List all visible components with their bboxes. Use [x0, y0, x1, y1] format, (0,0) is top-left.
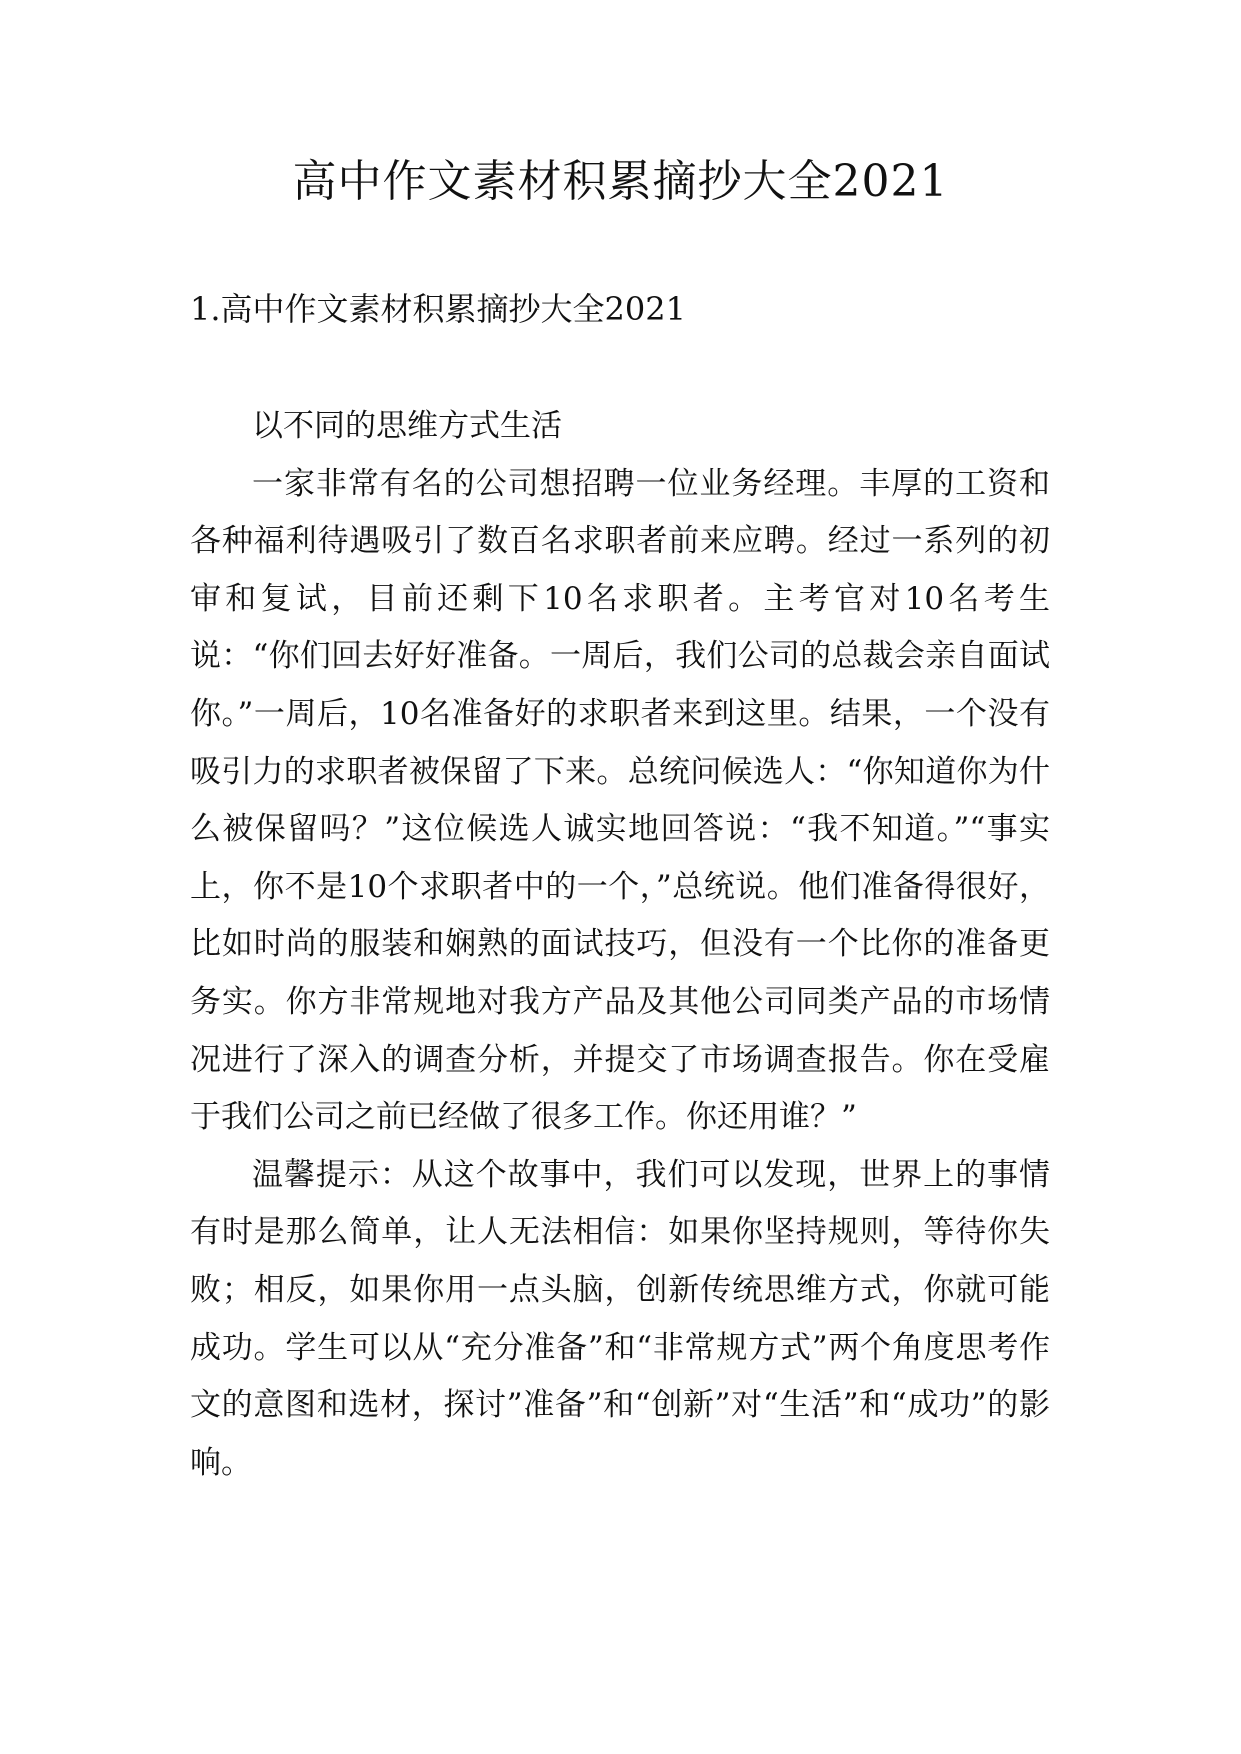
article-title: 以不同的思维方式生活	[252, 408, 562, 444]
document-body	[190, 398, 1050, 1492]
section-heading: 1.高中作文素材积累摘抄大全2021	[190, 290, 686, 328]
document-title: 高中作文素材积累摘抄大全2021	[292, 156, 949, 207]
story-paragraph: 一家非常有名的公司想招聘一位业务经理。丰厚的工资和各种福利待遇吸引了数百名求职者前来应聘。经过一系列的初审和复试，目前还剩下10名求职者。主考官对10名考生说：“你们回去好好准备。一周后，我们公司的总裁会亲自面试你。”一周后，10名准备好的求职者来到这里。结果，一个没有吸引力的求职者被保留了下来。总统问候选人：“你知道你为什么被保留吗？”这位候选人诚实地回答说：“我不知道。”“事实上，你不是10个求职者中的一个，”总统说。他们准备得很好，比如时尚的服装和娴熟的面试技巧，但没有一个比你的准备更务实。你方非常规地对我方产品及其他公司同类产品的市场情况进行了深入的调查分析，并提交了市场调查报告。你在受雇于我们公司之前已经做了很多工作。你还用谁？”	[190, 465, 1050, 1136]
tip-paragraph: 温馨提示：从这个故事中，我们可以发现，世界上的事情有时是那么简单，让人无法相信：如果你坚持规则，等待你失败；相反，如果你用一点头脑，创新传统思维方式，你就可能成功。学生可以从“充分准备”和“非常规方式”两个角度思考作文的意图和选材，探讨”准备”和“创新”对“生活”和“成功”的影响。	[190, 1156, 1050, 1481]
